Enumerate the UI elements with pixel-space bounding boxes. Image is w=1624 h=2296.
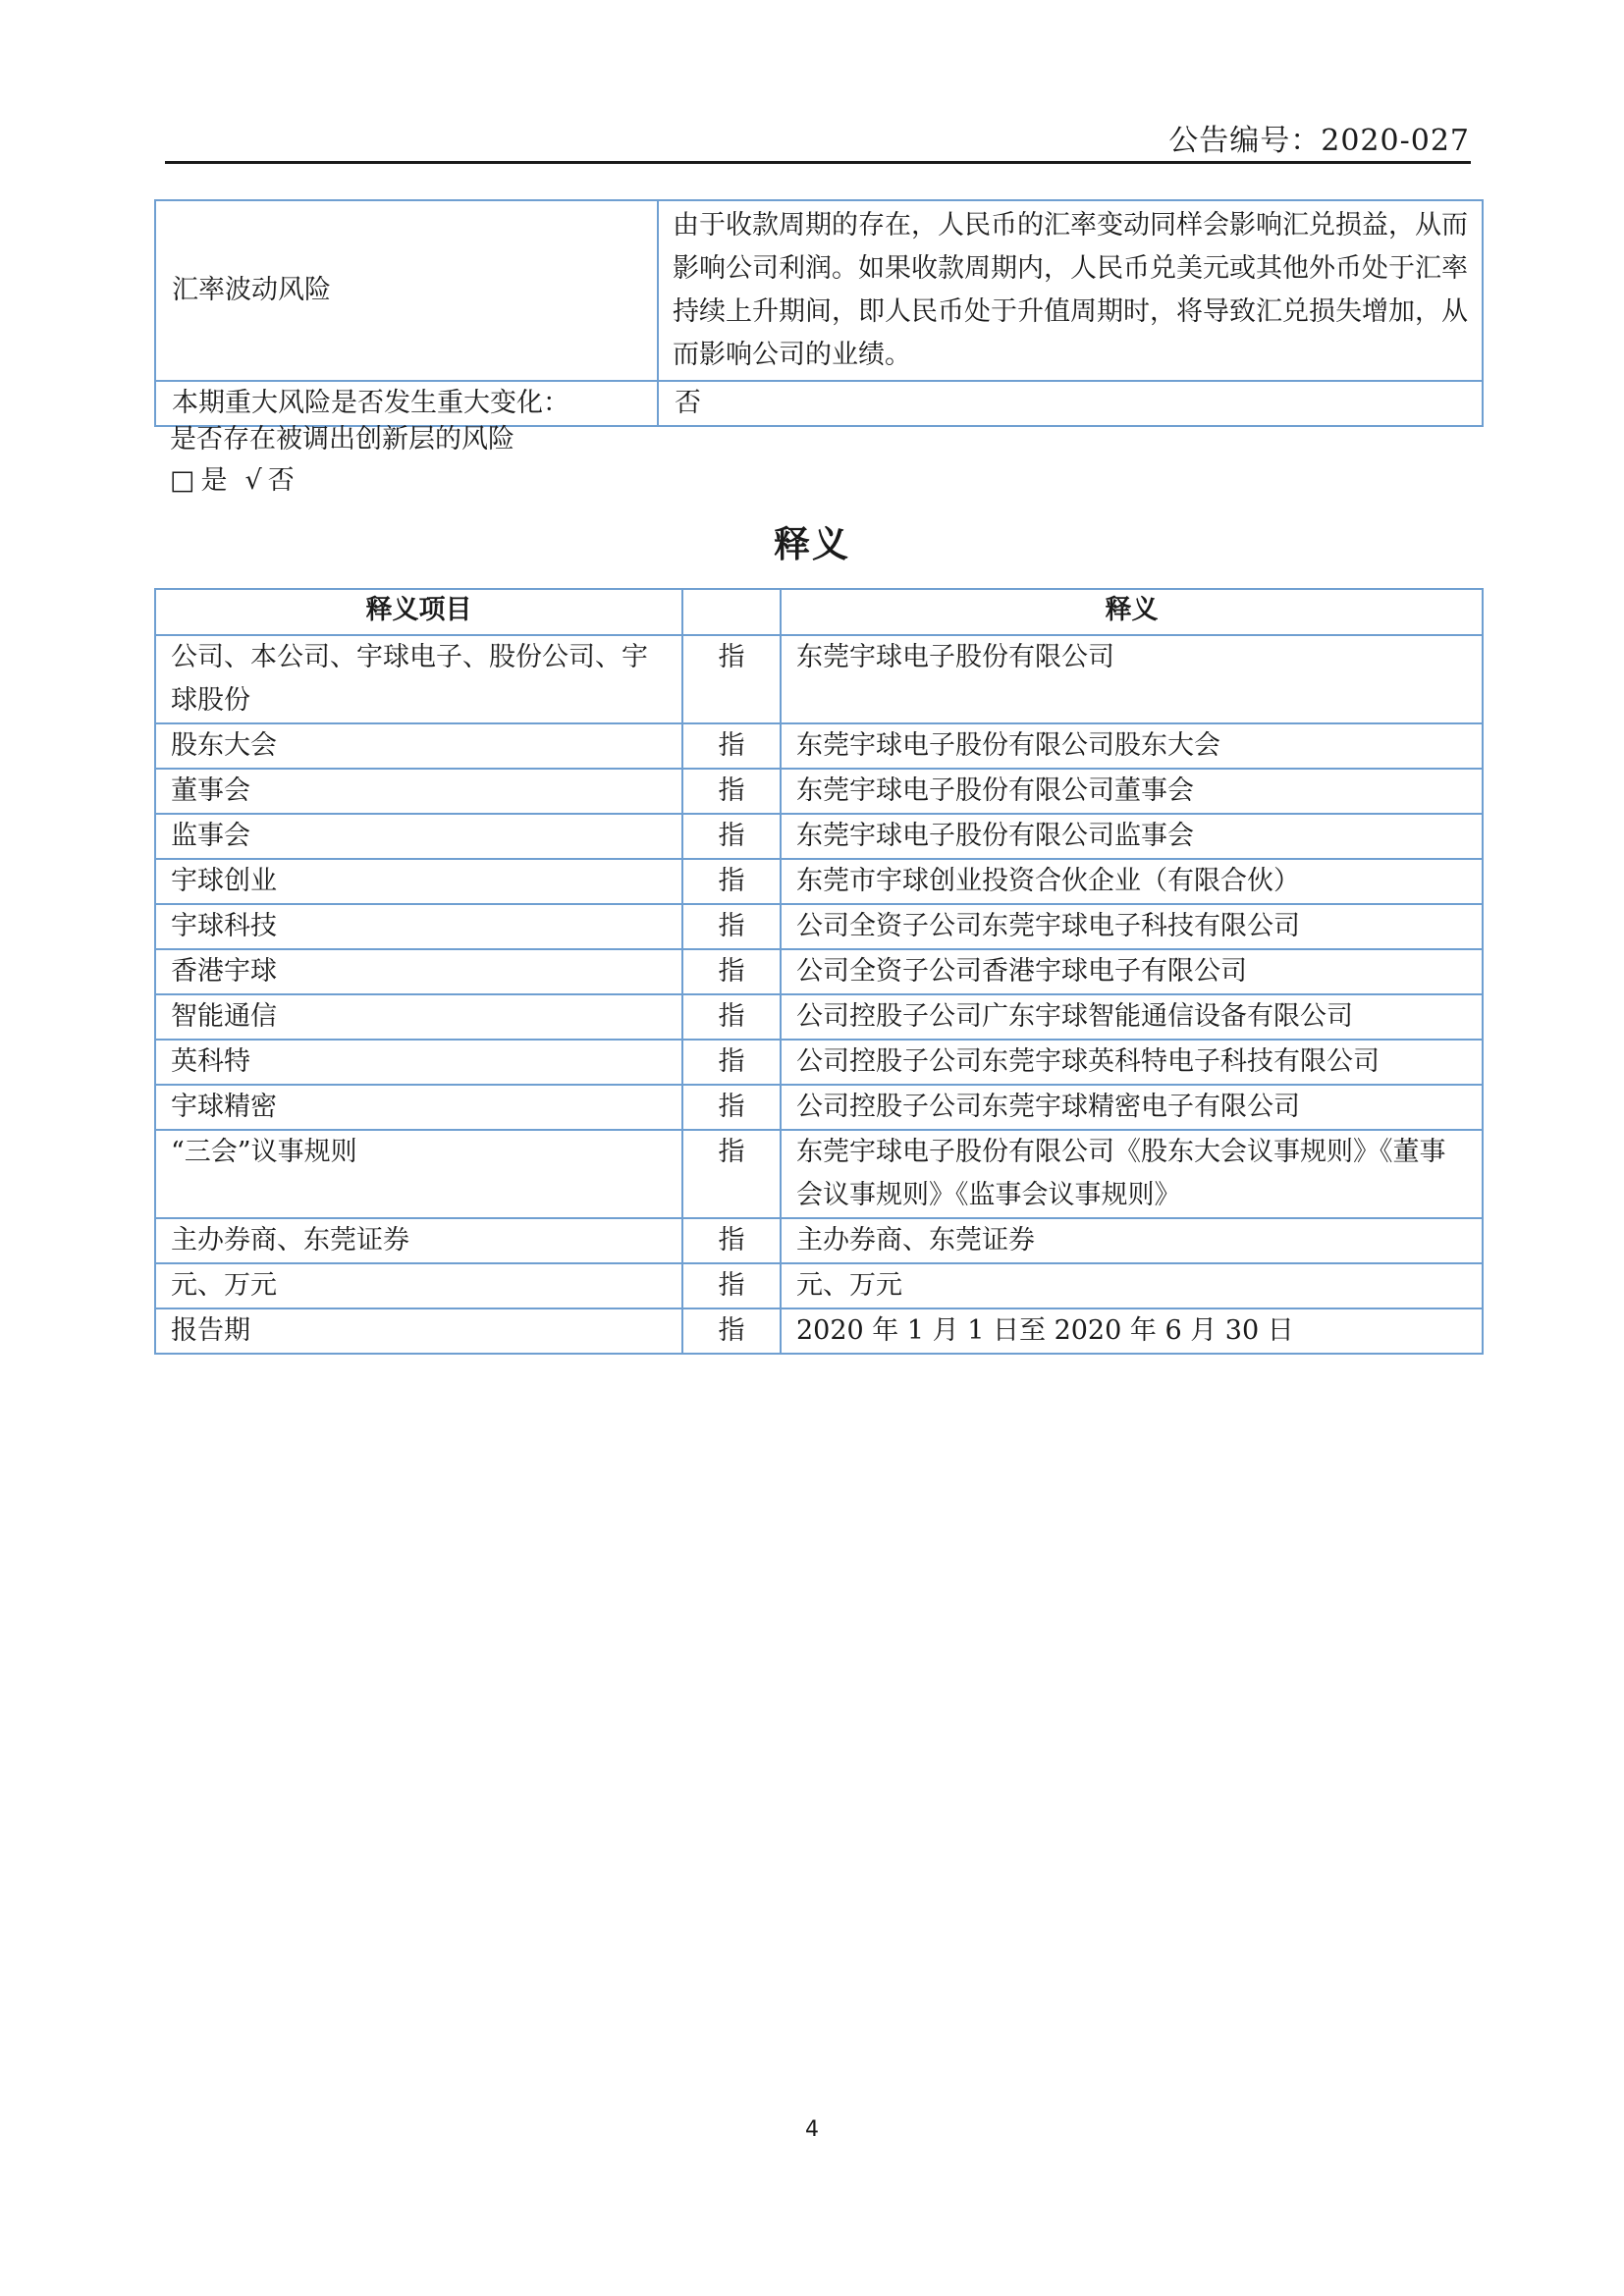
definitions-header-row [155,589,1483,635]
definition-term: 香港宇球 [155,949,682,994]
risk-table [154,199,1484,427]
definition-term: 主办券商、东莞证券 [155,1218,682,1263]
definition-refers: 指 [682,1130,781,1218]
definition-term: 宇球精密 [155,1085,682,1130]
major-change-label: 本期重大风险是否发生重大变化： [155,381,658,426]
definition-row [155,635,1483,723]
definition-term: 元、万元 [155,1263,682,1308]
definition-row [155,949,1483,994]
definition-meaning: 公司全资子公司东莞宇球电子科技有限公司 [781,904,1483,949]
definition-row [155,994,1483,1040]
header-divider [165,161,1471,164]
announcement-number: 公告编号：2020-027 [1168,124,1470,158]
definitions-body [155,635,1483,1354]
definition-meaning: 公司控股子公司广东宇球智能通信设备有限公司 [781,994,1483,1040]
major-change-value: 否 [658,381,1483,426]
definition-meaning: 东莞宇球电子股份有限公司《股东大会议事规则》《董事会议事规则》《监事会议事规则》 [781,1130,1483,1218]
definition-refers: 指 [682,723,781,769]
definition-term: 公司、本公司、宇球电子、股份公司、宇球股份 [155,635,682,723]
definitions-title: 释义 [774,523,850,565]
definition-refers: 指 [682,949,781,994]
definition-row [155,1085,1483,1130]
header-meaning: 释义 [781,589,1483,635]
definition-term: 报告期 [155,1308,682,1354]
checkmark-icon[interactable]: √ [244,465,262,496]
definition-row [155,1130,1483,1218]
definition-term: 董事会 [155,769,682,814]
definition-row [155,1308,1483,1354]
definition-refers: 指 [682,1263,781,1308]
option-no-label: 否 [267,465,295,496]
definition-row [155,859,1483,904]
risk-name-cell: 汇率波动风险 [155,200,658,381]
definition-meaning: 主办券商、东莞证券 [781,1218,1483,1263]
option-yes-label: 是 [200,465,228,496]
definition-meaning: 东莞宇球电子股份有限公司股东大会 [781,723,1483,769]
definition-row [155,1040,1483,1085]
definition-refers: 指 [682,994,781,1040]
definition-refers: 指 [682,904,781,949]
definition-meaning: 公司全资子公司香港宇球电子有限公司 [781,949,1483,994]
definition-row [155,1218,1483,1263]
definition-row [155,904,1483,949]
definition-term: 股东大会 [155,723,682,769]
risk-row [155,200,1483,381]
definition-meaning: 公司控股子公司东莞宇球英科特电子科技有限公司 [781,1040,1483,1085]
definition-refers: 指 [682,1218,781,1263]
definition-term: 宇球科技 [155,904,682,949]
header-refers [682,589,781,635]
definition-meaning: 2020 年 1 月 1 日至 2020 年 6 月 30 日 [781,1308,1483,1354]
definition-refers: 指 [682,859,781,904]
definition-meaning: 元、万元 [781,1263,1483,1308]
definition-row [155,814,1483,859]
definition-term: 监事会 [155,814,682,859]
definition-term: 英科特 [155,1040,682,1085]
header-term: 释义项目 [155,589,682,635]
definition-refers: 指 [682,1308,781,1354]
definition-refers: 指 [682,1085,781,1130]
definitions-table [154,588,1484,1355]
definition-term: “三会”议事规则 [155,1130,682,1218]
definition-row [155,723,1483,769]
definition-refers: 指 [682,769,781,814]
innovation-risk-question: 是否存在被调出创新层的风险 [170,424,514,454]
definition-meaning: 公司控股子公司东莞宇球精密电子有限公司 [781,1085,1483,1130]
checkbox-yes-icon[interactable]: □ [170,465,195,496]
innovation-risk-options [170,461,300,501]
definition-row [155,769,1483,814]
definition-term: 宇球创业 [155,859,682,904]
definition-refers: 指 [682,1040,781,1085]
definition-term: 智能通信 [155,994,682,1040]
definition-meaning: 东莞宇球电子股份有限公司董事会 [781,769,1483,814]
definition-refers: 指 [682,635,781,723]
definition-row [155,1263,1483,1308]
risk-description-cell: 由于收款周期的存在，人民币的汇率变动同样会影响汇兑损益，从而影响公司利润。如果收款周期内，人民币兑美元或其他外币处于汇率持续上升期间，即人民币处于升值周期时，将导致汇兑损失增加，从而影响公司的业绩。 [658,200,1483,381]
definition-meaning: 东莞市宇球创业投资合伙企业（有限合伙） [781,859,1483,904]
definition-refers: 指 [682,814,781,859]
page-number: 4 [805,2117,819,2142]
definition-meaning: 东莞宇球电子股份有限公司 [781,635,1483,723]
definition-meaning: 东莞宇球电子股份有限公司监事会 [781,814,1483,859]
